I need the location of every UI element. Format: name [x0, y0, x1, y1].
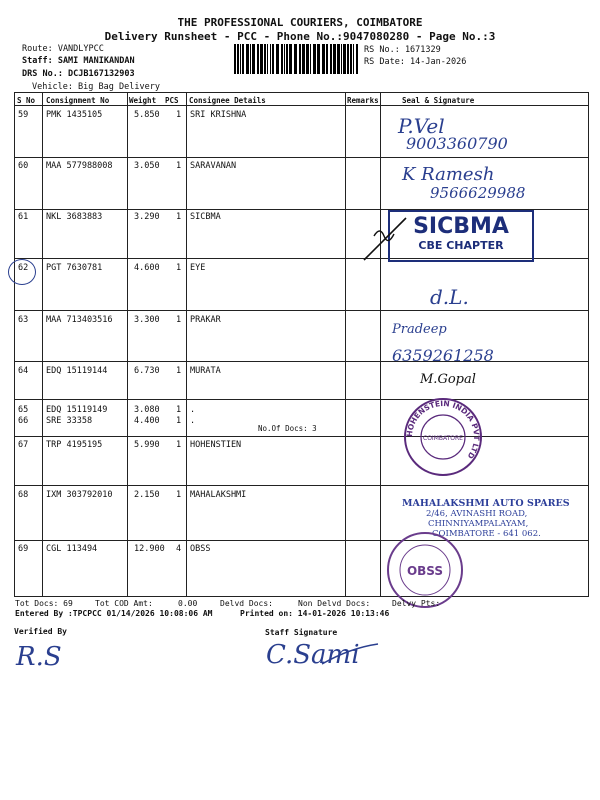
row-weight: 3.300: [134, 315, 160, 325]
signature-row-59: P.Vel: [398, 114, 445, 138]
runsheet-title: THE PROFESSIONAL COURIERS, COIMBATORE: [177, 16, 423, 29]
col-consignment: Consignment No: [46, 96, 110, 105]
row-consignment-no: NKL 3683883: [46, 212, 103, 222]
sicbma-pen-mark: [360, 214, 410, 264]
row-consignee: MURATA: [190, 366, 221, 376]
barcode-bar: [284, 44, 285, 74]
barcode-bar: [337, 44, 340, 74]
mahalakshmi-stamp-addr3: COIMBATORE - 641 062.: [432, 529, 541, 539]
svg-text:HOHENSTEIN INDIA PVT LTD: [405, 399, 481, 460]
row-pcs: 1: [176, 110, 182, 120]
row-weight: 3.050: [134, 161, 160, 171]
mahalakshmi-stamp-addr2: CHINNIYAMPALAYAM,: [428, 519, 529, 529]
barcode-bar: [322, 44, 325, 74]
row-pcs: 1: [176, 416, 182, 426]
row-weight: 3.080: [134, 405, 160, 415]
row-consignee: .: [190, 405, 196, 415]
route-label: Route: VANDLYPCC: [22, 44, 104, 54]
rs-number: RS No.: 1671329: [364, 45, 441, 55]
row-pcs: 1: [176, 366, 182, 376]
staff-signature-label: Staff Signature: [265, 628, 338, 637]
row-pcs: 1: [176, 405, 182, 415]
barcode-bar: [306, 44, 309, 74]
barcode-bar: [267, 44, 268, 74]
barcode-bar: [270, 44, 271, 74]
drs-number: DRS No.: DCJB167132903: [22, 69, 135, 79]
barcode-bar: [252, 44, 255, 74]
signature-row-64: M.Gopal: [420, 372, 476, 387]
row-weight: 4.400: [134, 416, 160, 426]
row-consignment-no: MAA 713403516: [46, 315, 113, 325]
barcode-bar: [299, 44, 301, 74]
row-consignee: HOHENSTIEN: [190, 440, 242, 450]
barcode-bar: [341, 44, 342, 74]
signature-row-62: d.L.: [430, 285, 469, 309]
no-of-docs: No.Of Docs: 3: [258, 424, 317, 433]
vehicle-label: Vehicle: Big Bag Delivery: [32, 82, 160, 92]
col-consignee: Consignee Details: [189, 96, 266, 105]
barcode-bar: [250, 44, 251, 74]
barcode-bar: [326, 44, 328, 74]
row-consignment-no: CGL 113494: [46, 544, 98, 554]
row-consignment-no: EDQ 15119144: [46, 366, 108, 376]
barcode: [234, 44, 360, 74]
col-pcs: PCS: [165, 96, 179, 105]
barcode-bar: [264, 44, 266, 74]
barcode-bar: [234, 44, 236, 74]
barcode-bar: [343, 44, 346, 74]
row-consignee: .: [190, 416, 196, 426]
row-sno: 68: [18, 490, 29, 500]
row-consignee: SRI KRISHNA: [190, 110, 247, 120]
row-sno: 63: [18, 315, 29, 325]
col-sno: S No: [17, 96, 36, 105]
row-consignment-no: PGT 7630781: [46, 263, 103, 273]
row-consignee: EYE: [190, 263, 206, 273]
col-remarks: Remarks: [347, 96, 379, 105]
row-consignee: SARAVANAN: [190, 161, 237, 171]
sicbma-stamp-chapter: CBE CHAPTER: [418, 239, 504, 252]
barcode-bar: [240, 44, 241, 74]
hohenstein-stamp-center: COIMBATORE: [423, 435, 463, 442]
row-pcs: 1: [176, 315, 182, 325]
circle-mark: [8, 259, 36, 285]
delivered-docs: Delvd Docs:: [220, 599, 273, 608]
row-consignment-no: TRP 4195195: [46, 440, 103, 450]
barcode-bar: [289, 44, 292, 74]
row-pcs: 1: [176, 440, 182, 450]
signature-row-60: K Ramesh: [402, 164, 495, 185]
row-sno: 61: [18, 212, 29, 222]
obss-stamp-text: OBSS: [406, 564, 444, 578]
barcode-bar: [313, 44, 316, 74]
barcode-bar: [294, 44, 297, 74]
row-consignment-no: MAA 577988008: [46, 161, 113, 171]
staff-signature-tail: [320, 640, 380, 670]
hohenstein-stamp: [402, 396, 484, 478]
row-consignee: MAHALAKSHMI: [190, 490, 247, 500]
row-sno: 59: [18, 110, 29, 120]
row-consignment-no: SRE 33358: [46, 416, 93, 426]
barcode-bar: [347, 44, 349, 74]
verified-signature: R.S: [16, 642, 62, 672]
row-weight: 4.600: [134, 263, 160, 273]
row-weight: 6.730: [134, 366, 160, 376]
runsheet-subtitle: Delivery Runsheet - PCC - Phone No.:9047080280 - Page No.:3: [104, 30, 496, 43]
row-weight: 2.150: [134, 490, 160, 500]
row-sno: 64: [18, 366, 29, 376]
printed-on: Printed on: 14-01-2026 10:13:46: [240, 609, 390, 618]
total-cod-label: Tot COD Amt:: [95, 599, 153, 608]
barcode-bar: [310, 44, 311, 74]
barcode-bar: [257, 44, 259, 74]
staff-signature: C.Sami: [266, 640, 360, 670]
row-sno: 66: [18, 416, 29, 426]
barcode-bar: [330, 44, 332, 74]
entered-by: Entered By :TPCPCC 01/14/2026 10:08:06 AM: [15, 609, 213, 618]
row-weight: 5.850: [134, 110, 160, 120]
total-docs: Tot Docs: 69: [15, 599, 73, 608]
row-pcs: 4: [176, 544, 182, 554]
row-sno: 62: [18, 263, 29, 273]
mahalakshmi-stamp-name: MAHALAKSHMI AUTO SPARES: [402, 498, 570, 509]
row-pcs: 1: [176, 212, 182, 222]
barcode-bar: [276, 44, 279, 74]
row-consignee: OBSS: [190, 544, 211, 554]
barcode-bar: [242, 44, 244, 74]
barcode-bar: [350, 44, 352, 74]
barcode-bar: [317, 44, 320, 74]
row-consignee: PRAKAR: [190, 315, 221, 325]
signature-row-63: Pradeep: [392, 322, 447, 337]
barcode-bar: [353, 44, 354, 74]
rs-date: RS Date: 14-Jan-2026: [364, 57, 467, 67]
row-pcs: 1: [176, 263, 182, 273]
sicbma-stamp-name: SICBMA: [413, 214, 509, 239]
row-consignee: SICBMA: [190, 212, 221, 222]
non-delivered-docs: Non Delvd Docs:: [298, 599, 371, 608]
barcode-bar: [237, 44, 239, 74]
verified-by-label: Verified By: [14, 627, 67, 636]
col-seal: Seal & Signature: [402, 96, 475, 105]
col-weight: Weight: [129, 96, 157, 105]
row-weight: 5.990: [134, 440, 160, 450]
total-cod-amount: 0.00: [178, 599, 198, 608]
hohenstein-stamp-text: HOHENSTEIN INDIA PVT LTD: [404, 398, 482, 461]
staff-label: Staff: SAMI MANIKANDAN: [22, 56, 135, 66]
row-consignment-no: EDQ 15119149: [46, 405, 108, 415]
barcode-bar: [272, 44, 274, 74]
barcode-bar: [260, 44, 263, 74]
barcode-bar: [286, 44, 288, 74]
phone-row-60: 9566629988: [430, 184, 526, 202]
delivery-points: Delvy Pts:: [392, 599, 441, 608]
mahalakshmi-stamp-addr1: 2/46, AVINASHI ROAD,: [426, 509, 528, 519]
row-pcs: 1: [176, 161, 182, 171]
row-weight: 3.290: [134, 212, 160, 222]
barcode-bar: [281, 44, 283, 74]
row-consignment-no: PMK 1435105: [46, 110, 103, 120]
barcode-bar: [356, 44, 358, 74]
barcode-bar: [302, 44, 305, 74]
phone-row-63: 6359261258: [392, 346, 494, 365]
barcode-bar: [246, 44, 249, 74]
row-sno: 60: [18, 161, 29, 171]
row-sno: 69: [18, 544, 29, 554]
row-sno: 65: [18, 405, 29, 415]
row-weight: 12.900: [134, 544, 165, 554]
row-sno: 67: [18, 440, 29, 450]
phone-row-59: 9003360790: [406, 134, 508, 153]
row-pcs: 1: [176, 490, 182, 500]
barcode-bar: [333, 44, 336, 74]
row-consignment-no: IXM 303792010: [46, 490, 113, 500]
